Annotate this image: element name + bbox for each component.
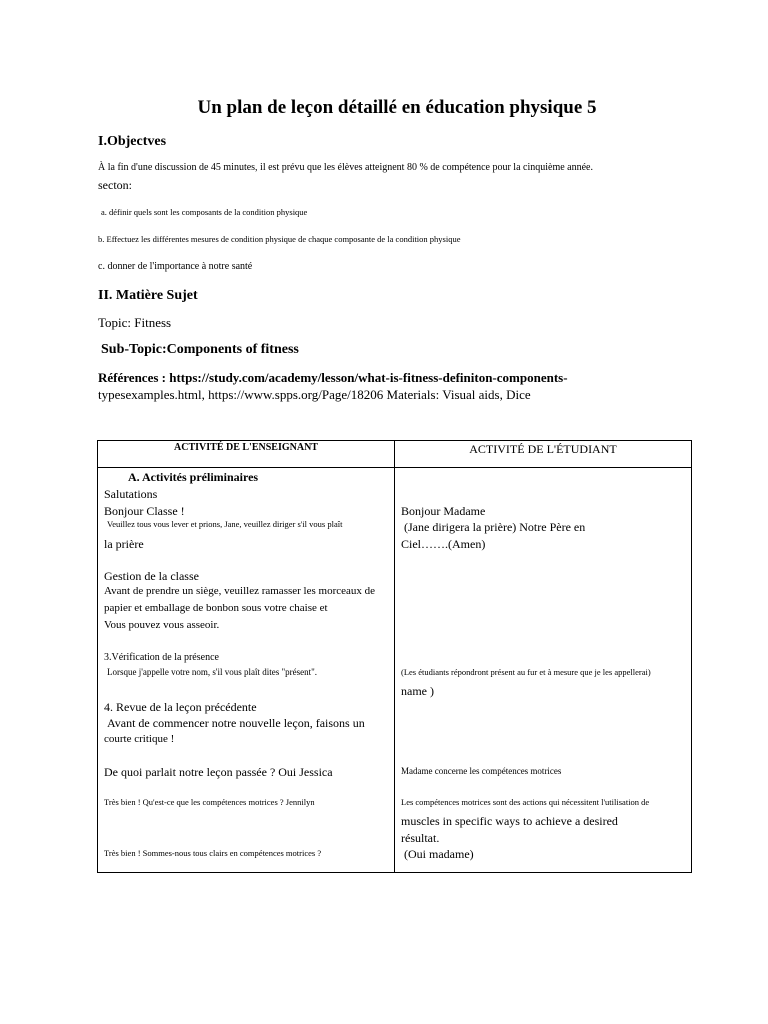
objective-item-c: c. donner de l'importance à notre santé	[98, 261, 253, 272]
teacher-question-jessica: De quoi parlait notre leçon passée ? Oui Jessica	[104, 765, 333, 779]
teacher-question-jennilyn: Très bien ! Qu'est-ce que les compétences motrices ? Jennilyn	[104, 797, 315, 807]
teacher-revue-line2: courte critique !	[104, 733, 175, 745]
student-bonjour: Bonjour Madame	[401, 504, 486, 518]
student-oui-madame: (Oui madame)	[404, 847, 474, 861]
objectives-intro-line2: secton:	[98, 178, 132, 192]
objectives-intro-line1: À la fin d'une discussion de 45 minutes, il est prévu que les élèves atteignent 80 % de compétence pour la cinquième année.	[98, 162, 593, 173]
table-column-divider	[394, 440, 395, 873]
student-presence-line2: name )	[401, 684, 434, 698]
header-student-activity: ACTIVITÉ DE L'ÉTUDIANT	[469, 442, 617, 456]
teacher-pray-line2: la prière	[104, 537, 144, 551]
table-border-left	[97, 440, 98, 873]
objective-item-a: a. définir quels sont les composants de la condition physique	[101, 207, 308, 217]
student-jane-line2: Ciel…….(Amen)	[401, 537, 486, 551]
objective-item-b: b. Effectuez les différentes mesures de condition physique de chaque composante de la condition physique	[98, 234, 461, 244]
teacher-verification-heading: 3.Vérification de la présence	[104, 652, 219, 663]
subject-heading: II. Matière Sujet	[98, 288, 198, 303]
topic-line: Topic: Fitness	[98, 315, 172, 330]
student-jane-line1: (Jane dirigera la prière) Notre Père en	[404, 520, 586, 534]
document-title: Un plan de leçon détaillé en éducation physique 5	[197, 97, 597, 118]
header-teacher-activity: ACTIVITÉ DE L'ENSEIGNANT	[174, 442, 318, 453]
teacher-question-clear: Très bien ! Sommes-nous tous clairs en compétences motrices ?	[104, 848, 322, 858]
teacher-gestion-line3: Vous pouvez vous asseoir.	[104, 619, 220, 631]
teacher-salutations: Salutations	[104, 487, 158, 501]
teacher-pray-line1: Veuillez tous vous lever et prions, Jane, veuillez diriger s'il vous plaît	[107, 519, 343, 529]
table-border-right	[691, 440, 692, 873]
student-motor-definition-line2: muscles in specific ways to achieve a desired	[401, 814, 618, 828]
teacher-revue-heading: 4. Revue de la leçon précédente	[104, 700, 257, 714]
student-motor-skills-answer: Madame concerne les compétences motrices	[401, 766, 562, 776]
teacher-revue-line1: Avant de commencer notre nouvelle leçon, faisons un	[107, 716, 365, 730]
references-line1: Références : https://study.com/academy/lesson/what-is-fitness-definiton-components-	[98, 370, 568, 385]
teacher-gestion-line1: Avant de prendre un siège, veuillez ramasser les morceaux de	[104, 585, 376, 597]
objectives-heading: I.Objectves	[98, 134, 167, 149]
teacher-gestion-line2: papier et emballage de bonbon sous votre chaise et	[104, 602, 328, 614]
student-presence-line1: (Les étudiants répondront présent au fur et à mesure que je les appellerai)	[401, 667, 651, 677]
teacher-bonjour: Bonjour Classe !	[104, 504, 185, 518]
subtopic-line: Sub-Topic:Components of fitness	[101, 342, 299, 357]
student-motor-definition-line1: Les compétences motrices sont des actions qui nécessitent l'utilisation de	[401, 797, 650, 807]
student-motor-definition-line3: résultat.	[401, 831, 440, 845]
references-line2: typesexamples.html, https://www.spps.org/Page/18206 Materials: Visual aids, Dice	[98, 387, 531, 402]
teacher-preliminary-heading: A. Activités préliminaires	[128, 470, 259, 484]
teacher-gestion-heading: Gestion de la classe	[104, 569, 199, 583]
teacher-verification-line1: Lorsque j'appelle votre nom, s'il vous plaît dites "présent".	[107, 667, 318, 677]
